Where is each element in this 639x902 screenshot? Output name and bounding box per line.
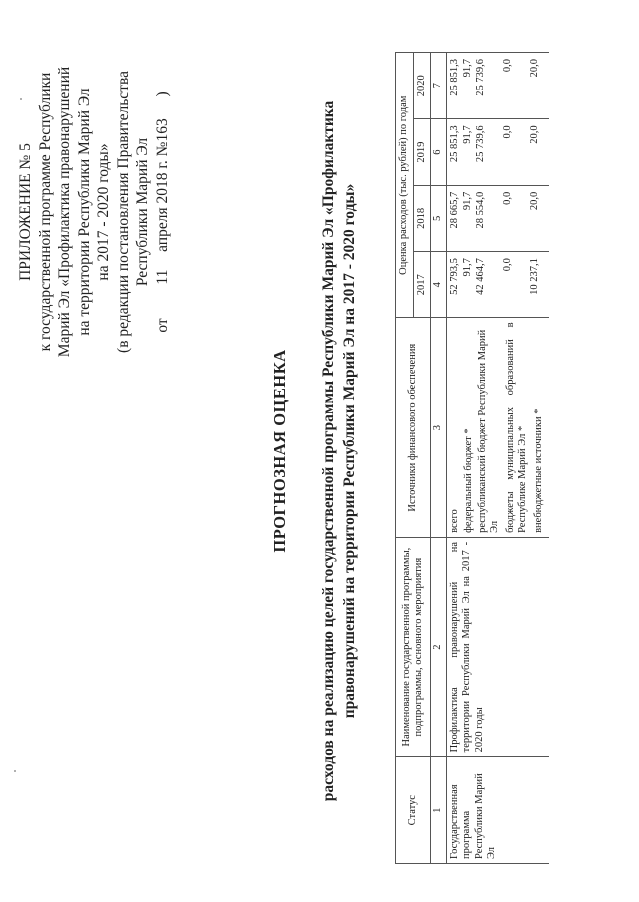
header-year-2020: 2020	[413, 53, 431, 119]
row-sources	[446, 318, 549, 537]
source-extrabudgetary: внебюджетные источники *	[532, 408, 544, 533]
appendix-line: на территории Республики Марий Эл	[75, 88, 93, 336]
value-cell: 0,0	[501, 59, 513, 73]
values-2020	[446, 53, 549, 119]
value-cell: 91,7	[461, 258, 473, 277]
document-subtitle-line: расходов на реализацию целей государственной программы Республики Марий Эл «Профилактика	[320, 100, 337, 802]
source-municipal: бюджеты муниципальных образований в Республике Марий Эл *	[504, 322, 528, 533]
source-republican: республиканский бюджет Республики Марий Эл	[476, 329, 500, 533]
value-cell: 20,0	[528, 191, 540, 211]
value-cell: 28 554,0	[474, 191, 486, 229]
value-cell: 20,0	[528, 59, 540, 78]
header-year-2018: 2018	[413, 185, 431, 251]
source-federal: федеральный бюджет *	[462, 428, 474, 533]
column-number: 4	[431, 252, 447, 318]
column-number: 2	[431, 537, 447, 756]
value-cell: 20,0	[528, 125, 540, 144]
date-month-year: апреля 2018 г. №	[153, 141, 171, 252]
table-row	[446, 53, 549, 864]
closing-paren: )	[153, 91, 171, 97]
appendix-line: Марий Эл «Профилактика правонарушений	[56, 66, 73, 358]
header-estimate: Оценка расходов (тыс. рублей) по годам	[396, 53, 414, 318]
column-number: 6	[431, 119, 447, 185]
source-total: всего	[448, 509, 460, 533]
value-cell: 0,0	[501, 191, 513, 205]
value-cell: 91,7	[461, 191, 473, 211]
appendix-line: на 2017 - 2020 годы»	[95, 143, 112, 281]
expense-forecast-table	[395, 52, 549, 864]
values-2017	[446, 252, 549, 318]
document-subtitle-line: правонарушений на территории Республики Марий Эл на 2017 - 2020 годы»	[341, 183, 358, 719]
value-cell: 0,0	[501, 125, 513, 139]
appendix-line: ПРИЛОЖЕНИЕ № 5	[17, 143, 34, 281]
value-cell: 52 793,5	[448, 258, 460, 295]
column-number: 5	[431, 185, 447, 251]
row-program-name: Профилактика правонарушений на территории Республики Марий Эл на 2017 - 2020 годы	[446, 537, 549, 756]
value-cell: 25 739,6	[474, 125, 486, 163]
header-name: Наименование государственной программы, подпрограммы, основного мероприятия	[396, 537, 431, 756]
column-number: 7	[431, 53, 447, 119]
value-cell: 91,7	[461, 125, 473, 144]
column-number: 1	[431, 757, 447, 864]
value-cell: 28 665,7	[448, 191, 460, 229]
value-cell: 25 739,6	[474, 59, 486, 96]
decree-number: 163	[153, 118, 171, 142]
value-cell: 0,0	[501, 258, 513, 272]
appendix-block	[16, 42, 172, 382]
appendix-date-line	[153, 42, 173, 382]
appendix-line: (в редакции постановления Правительства	[114, 71, 132, 353]
row-status: Государственная программа Республики Марий Эл	[446, 757, 549, 864]
value-cell: 25 851,3	[448, 125, 460, 163]
value-cell: 25 851,3	[448, 59, 460, 96]
date-prefix: от	[153, 318, 171, 333]
document-title: ПРОГНОЗНАЯ ОЦЕНКА	[270, 349, 289, 553]
value-cell: 91,7	[461, 59, 473, 78]
document-heading	[270, 0, 360, 902]
header-year-2017: 2017	[413, 252, 431, 318]
value-cell: 10 237,1	[528, 258, 540, 295]
scan-speck	[14, 770, 16, 772]
header-year-2019: 2019	[413, 119, 431, 185]
header-status: Статус	[396, 757, 431, 864]
header-source: Источники финансового обеспечения	[396, 318, 431, 537]
appendix-line: Республики Марий Эл	[134, 137, 151, 287]
appendix-line: к государственной программе Республики	[36, 72, 54, 352]
scan-speck	[20, 98, 22, 100]
values-2018	[446, 185, 549, 251]
value-cell: 42 464,7	[474, 258, 486, 295]
column-number: 3	[431, 318, 447, 537]
date-day: 11	[153, 269, 171, 285]
values-2019	[446, 119, 549, 185]
